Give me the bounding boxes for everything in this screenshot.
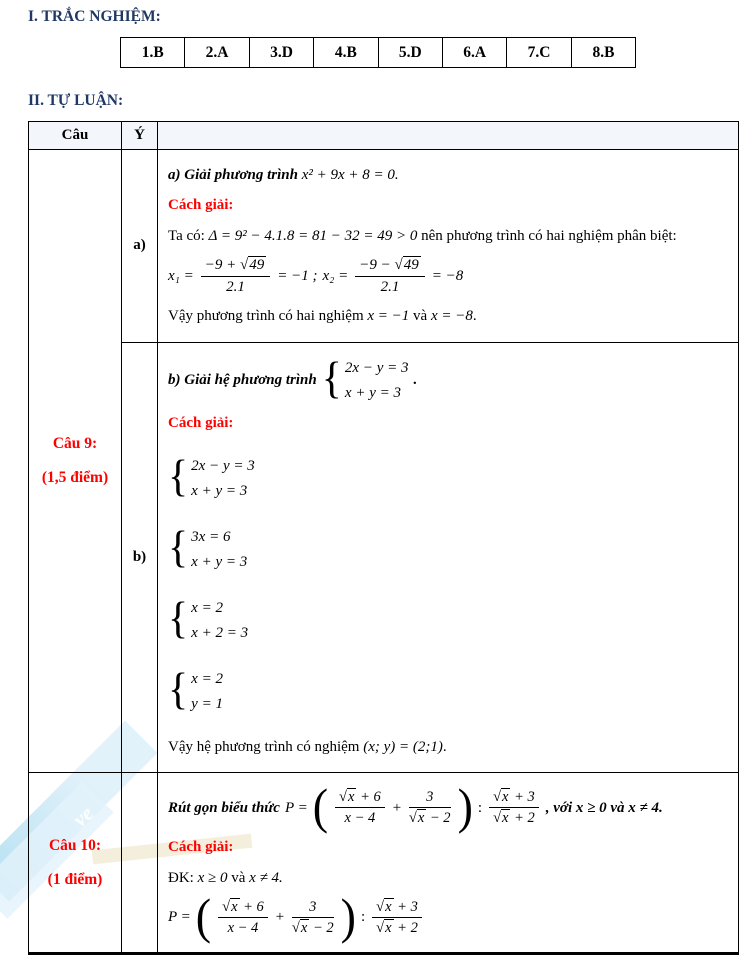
mc-answer-cell-2: 2.A bbox=[185, 38, 249, 68]
cau9b-y-cell: b) bbox=[122, 342, 158, 773]
conclusion-b: Vậy hệ phương trình có nghiệm (x; y) = (2;1). bbox=[168, 738, 447, 755]
problem-10-condition: , với x ≥ 0 và x ≠ 4. bbox=[545, 799, 663, 816]
cau10-label: Câu 10: bbox=[48, 836, 102, 854]
problem-a-title-text: a) Giải phương trình bbox=[168, 167, 298, 183]
x1-numerator: −9 + √49 bbox=[201, 256, 270, 277]
conclusion-a: Vậy phương trình có hai nghiệm x = −1 và x = −8. bbox=[168, 308, 477, 325]
dk-label: ĐK: bbox=[168, 869, 194, 886]
x2-sqrt-radicand: 49 bbox=[403, 256, 419, 273]
cau9-points: (1,5 điểm) bbox=[41, 469, 109, 486]
watermark-text: ve bbox=[68, 800, 98, 832]
x1-fraction bbox=[201, 256, 270, 297]
header-y-cell: Ý bbox=[122, 122, 158, 150]
fraction-2-title: $\frac{3}{√x - 2}$ bbox=[408, 789, 451, 827]
open-paren-icon: ( bbox=[195, 888, 212, 944]
cau10-content-cell bbox=[158, 773, 739, 954]
delta-line-pre: Ta có: bbox=[168, 227, 205, 244]
mc-answer-cell-8: 8.B bbox=[571, 38, 635, 68]
x1-lhs: x₁ = bbox=[168, 267, 194, 284]
delta-line bbox=[168, 226, 730, 246]
fraction-1-title: $\frac{√x + 6}{x - 4}$ bbox=[335, 788, 385, 827]
x2-result: = −8 bbox=[431, 267, 464, 284]
mc-answer-cell-5: 5.D bbox=[378, 38, 442, 68]
x1-result: = −1 ; bbox=[277, 267, 318, 284]
cau10-label-cell bbox=[29, 773, 122, 954]
cau9b-content-cell bbox=[158, 342, 739, 773]
system-1: { 2x − y = 3 x + y = 3 bbox=[168, 453, 255, 502]
problem-b-title-text: b) Giải hệ phương trình bbox=[168, 371, 317, 388]
header-cau-cell: Câu bbox=[29, 122, 122, 150]
brace-icon: { bbox=[168, 595, 189, 644]
section-2-title: II. TỰ LUẬN: bbox=[28, 92, 124, 109]
delta-line-math: Δ = 9² − 4.1.8 = 81 − 32 = 49 > 0 bbox=[208, 227, 418, 244]
cach-giai-label-10: Cách giải: bbox=[168, 839, 234, 856]
problem-a-title bbox=[168, 165, 730, 185]
title-system: { 2x − y = 3 x + y = 3 bbox=[321, 354, 409, 404]
row-cau9a bbox=[29, 150, 739, 343]
cach-giai-label-b: Cách giải: bbox=[168, 414, 234, 431]
mc-answer-row bbox=[121, 38, 636, 68]
dk-line: ĐK: x ≥ 0 và x ≠ 4. bbox=[168, 869, 283, 886]
essay-solution-table bbox=[28, 121, 739, 955]
close-paren-icon: ) bbox=[457, 779, 473, 835]
fraction-2-solution: $\frac{3}{√x - 2}$ bbox=[291, 898, 334, 936]
p-lhs-solution: P = bbox=[168, 909, 191, 926]
cau10-points: (1 điểm) bbox=[47, 870, 103, 888]
header-content-cell bbox=[158, 122, 739, 150]
cau9-label: Câu 9: bbox=[52, 435, 98, 452]
row-cau10 bbox=[29, 773, 739, 954]
system-4: { x = 2 y = 1 bbox=[168, 666, 223, 715]
mc-answer-cell-7: 7.C bbox=[507, 38, 571, 68]
mc-answer-cell-6: 6.A bbox=[442, 38, 506, 68]
p-lhs-title: P = bbox=[284, 799, 308, 816]
open-paren-icon: ( bbox=[312, 779, 329, 835]
x2-numerator: −9 − √49 bbox=[355, 256, 424, 277]
brace-icon: { bbox=[321, 354, 342, 404]
problem-10-title: Rút gọn biểu thức P = ( $\frac{√x + 6}{x - 4}$ + $\frac{3}{√x - 2}$ ) : $\frac{√x + 3}{√x + 2}$ , với x ≥ 0 và x ≠ 4. bbox=[168, 779, 663, 835]
brace-icon: { bbox=[168, 453, 189, 502]
problem-a-title-math: x² + 9x + 8 = 0. bbox=[301, 167, 399, 183]
mc-answer-cell-4: 4.B bbox=[314, 38, 378, 68]
cau10-y-cell bbox=[122, 773, 158, 954]
fraction-1-solution: $\frac{√x + 6}{x - 4}$ bbox=[218, 898, 268, 937]
close-paren-icon: ) bbox=[340, 888, 356, 944]
mc-answer-cell-1: 1.B bbox=[121, 38, 185, 68]
system-2: { 3x = 6 x + y = 3 bbox=[168, 524, 248, 573]
row-cau9b bbox=[29, 342, 739, 773]
cau9a-y-cell: a) bbox=[122, 150, 158, 343]
roots-formula bbox=[168, 256, 730, 297]
brace-icon: { bbox=[168, 524, 189, 573]
mc-answer-cell-3: 3.D bbox=[249, 38, 313, 68]
solution-table-header-row bbox=[29, 122, 739, 150]
cau9a-content-cell bbox=[158, 150, 739, 343]
cach-giai-label-a: Cách giải: bbox=[168, 197, 234, 214]
multiple-choice-answer-table bbox=[120, 37, 636, 68]
x2-denominator: 2.1 bbox=[380, 278, 400, 295]
delta-line-post: nên phương trình có hai nghiệm phân biệt: bbox=[421, 227, 677, 244]
x2-fraction bbox=[355, 256, 424, 297]
fraction-3-solution: $\frac{√x + 3}{√x + 2}$ bbox=[372, 898, 422, 937]
problem-10-title-text: Rút gọn biểu thức bbox=[168, 799, 280, 816]
x2-lhs: x₂ = bbox=[322, 267, 349, 284]
x1-sqrt-radicand: 49 bbox=[249, 256, 265, 273]
problem-b-title-end: . bbox=[413, 371, 418, 388]
x1-denominator: 2.1 bbox=[226, 278, 245, 295]
p-expression-solution: P = ( $\frac{√x + 6}{x - 4}$ + $\frac{3}{√x - 2}$ ) : $\frac{√x + 3}{√x + 2}$ bbox=[168, 898, 730, 937]
section-1-title: I. TRẮC NGHIỆM: bbox=[28, 8, 161, 25]
problem-b-title bbox=[168, 354, 730, 404]
fraction-3-title: $\frac{√x + 3}{√x + 2}$ bbox=[489, 788, 539, 827]
system-3: { x = 2 x + 2 = 3 bbox=[168, 595, 249, 644]
brace-icon: { bbox=[168, 666, 189, 715]
cau9-label-cell bbox=[29, 150, 122, 773]
